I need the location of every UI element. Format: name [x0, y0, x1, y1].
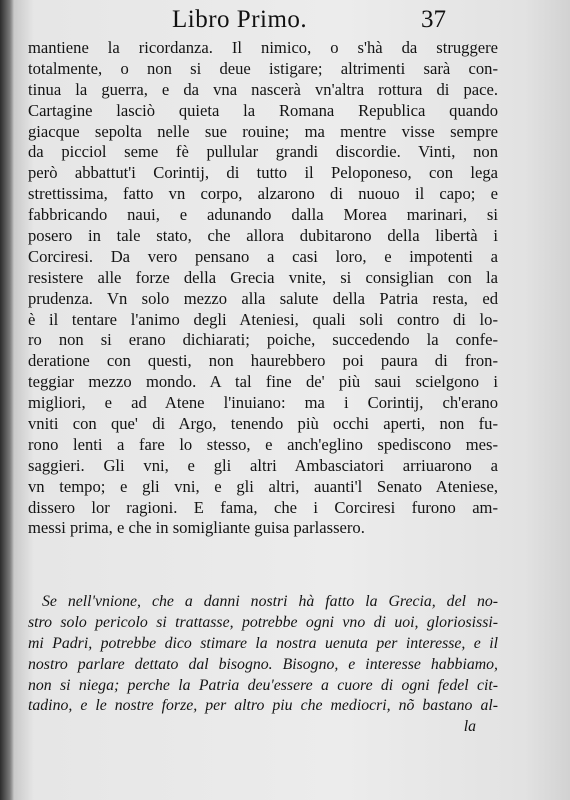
catchword: la — [463, 718, 476, 736]
text-line: saggieri. Gli vni, e gli altri Ambasciatori arriuarono a — [28, 455, 498, 475]
binding-shadow — [0, 0, 14, 800]
text-line: deratione con questi, non haurebbero poi paura di fron- — [28, 351, 498, 371]
text-line: strettissima, fatto vn corpo, alzarono di nuouo il capo; e — [28, 184, 498, 204]
italic-line: non si niega; perche la Patria deu'essere a cuore di ogni fedel cit- — [28, 676, 498, 694]
text-line: vn tempo; e gli vni, e gli altri, auanti'l Senato Ateniese, — [28, 476, 498, 496]
text-line: però abbattut'i Corintij, di tutto il Peloponeso, con lega — [28, 163, 498, 183]
page-number: 37 — [421, 6, 446, 33]
italic-line: stro solo pericolo si trattasse, potrebbe ogni vno di uoi, gloriosissi- — [28, 613, 498, 631]
text-line: da picciol seme fè pullular grandi discordie. Vinti, non — [28, 142, 498, 162]
text-line: rono lenti a fare lo stesso, e anch'eglino spediscono mes- — [28, 434, 498, 454]
italic-line: mi Padri, potrebbe dico stimare la nostra uenuta per interesse, e il — [28, 634, 498, 652]
text-line: prudenza. Vn solo mezzo alla salute della Patria resta, ed — [28, 288, 498, 308]
text-line: teggiar mezzo mondo. A tal fine de' più saui scielgono i — [28, 372, 498, 392]
text-line: mantiene la ricordanza. Il nimico, o s'hà da struggere — [28, 38, 498, 57]
text-line: ro non si erano dichiarati; poiche, succedendo la confe- — [28, 330, 498, 350]
text-line: posero in tale stato, che allora dubitarono della libertà i — [28, 226, 498, 246]
text-line: tinua la guerra, e da vna nascerà vn'altra rottura di pace. — [28, 79, 498, 99]
body-text-italic-speech — [28, 592, 498, 738]
italic-line: tadino, e le nostre forze, per altro piu che mediocri, nõ bastano al- — [28, 697, 498, 715]
running-head: Libro Primo. — [172, 6, 308, 33]
text-line: dissero lor ragioni. E fama, che i Corciresi furono am- — [28, 497, 498, 517]
text-line: è il tentare l'animo degli Ateniesi, quali soli contro di lo- — [28, 309, 498, 329]
text-line: messi prima, e che in somigliante guisa parlassero. — [28, 518, 365, 538]
text-line: resistere alle forze della Grecia vnite, si consiglian con la — [28, 267, 498, 287]
text-line: migliori, e ad Atene l'inuiano: ma i Corintij, ch'erano — [28, 393, 498, 413]
text-line: totalmente, o non si deue istigare; altrimenti sarà con- — [28, 58, 498, 78]
text-line: Cartagine lasciò quieta la Romana Republica quando — [28, 100, 498, 120]
text-line: fabbricando naui, e adunando dalla Morea marinari, si — [28, 205, 498, 225]
body-text-roman — [28, 38, 498, 539]
text-line: giacque sepolta nelle sue rouine; ma mentre visse sempre — [28, 121, 498, 141]
text-line: vniti con que' di Argo, tenendo più occhi aperti, non fu- — [28, 414, 498, 434]
text-line: Corciresi. Da vero pensano a casi loro, e impotenti a — [28, 246, 498, 266]
italic-line: Se nell'vnione, che a danni nostri hà fatto la Grecia, del no- — [42, 593, 498, 610]
italic-line: nostro parlare dettato dal bisogno. Bisogno, e interesse habbiamo, — [28, 655, 498, 673]
